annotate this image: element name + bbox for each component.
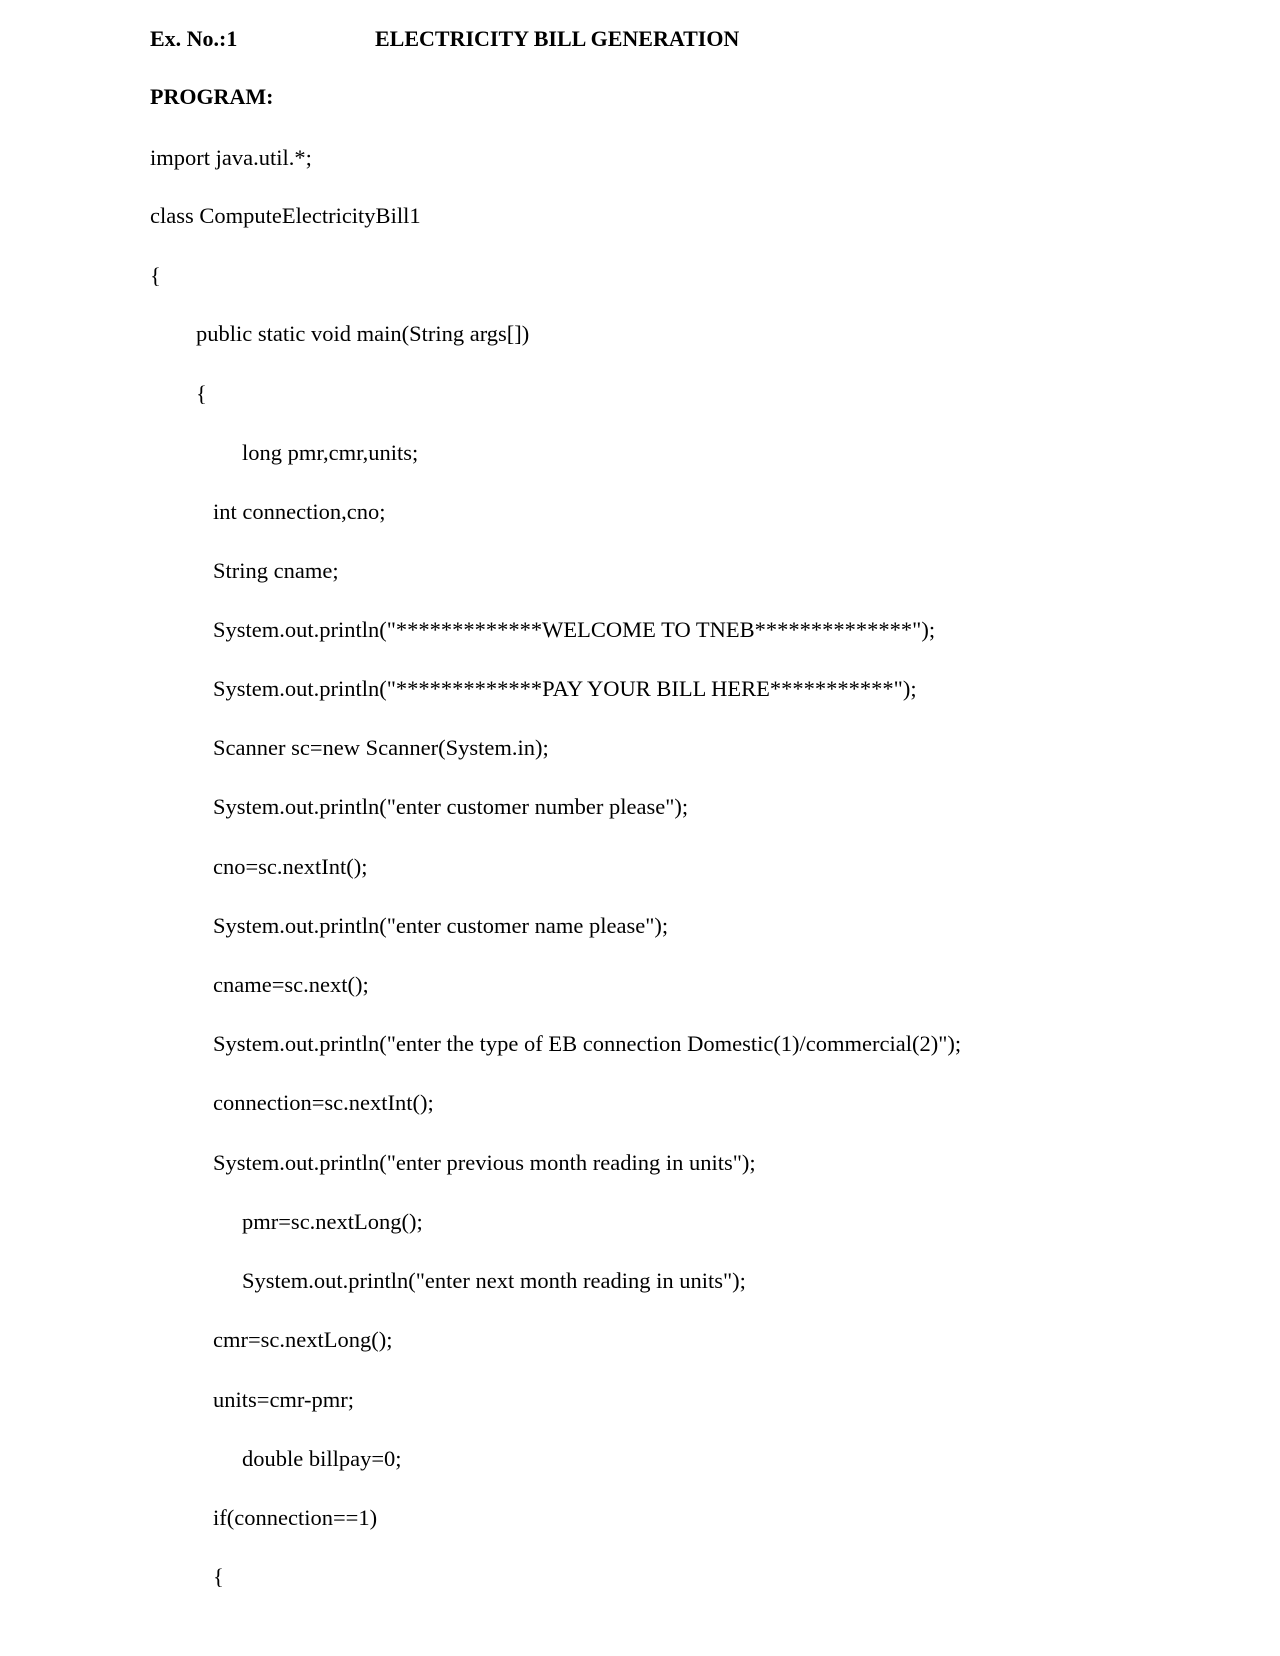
code-line: System.out.println("*************WELCOME TO TNEB**************"); xyxy=(213,617,936,642)
code-line: System.out.println("*************PAY YOUR BILL HERE***********"); xyxy=(213,676,917,701)
section-heading: PROGRAM: xyxy=(150,84,274,109)
code-line: { xyxy=(213,1564,224,1589)
code-line: int connection,cno; xyxy=(213,499,386,524)
code-line: Scanner sc=new Scanner(System.in); xyxy=(213,735,549,760)
code-line: { xyxy=(150,263,161,288)
code-line: System.out.println("enter customer name please"); xyxy=(213,913,669,938)
code-line: units=cmr-pmr; xyxy=(213,1387,354,1412)
code-line: connection=sc.nextInt(); xyxy=(213,1090,434,1115)
code-line: public static void main(String args[]) xyxy=(196,321,530,346)
code-line: if(connection==1) xyxy=(213,1505,378,1530)
code-line: cno=sc.nextInt(); xyxy=(213,854,368,879)
code-line: System.out.println("enter customer number please"); xyxy=(213,794,689,819)
code-line: { xyxy=(196,381,207,406)
code-line: import java.util.*; xyxy=(150,145,312,170)
code-line: cname=sc.next(); xyxy=(213,972,369,997)
code-line: String cname; xyxy=(213,558,339,583)
code-line: double billpay=0; xyxy=(242,1446,402,1471)
code-line: cmr=sc.nextLong(); xyxy=(213,1327,393,1352)
exercise-number: Ex. No.:1 xyxy=(150,26,238,51)
code-line: long pmr,cmr,units; xyxy=(242,440,419,465)
code-line: pmr=sc.nextLong(); xyxy=(242,1209,423,1234)
code-line: System.out.println("enter next month reading in units"); xyxy=(242,1268,746,1293)
code-line: System.out.println("enter previous month reading in units"); xyxy=(213,1150,756,1175)
code-line: System.out.println("enter the type of EB connection Domestic(1)/commercial(2)"); xyxy=(213,1031,962,1056)
document-title: ELECTRICITY BILL GENERATION xyxy=(375,26,740,51)
code-line: class ComputeElectricityBill1 xyxy=(150,203,421,228)
